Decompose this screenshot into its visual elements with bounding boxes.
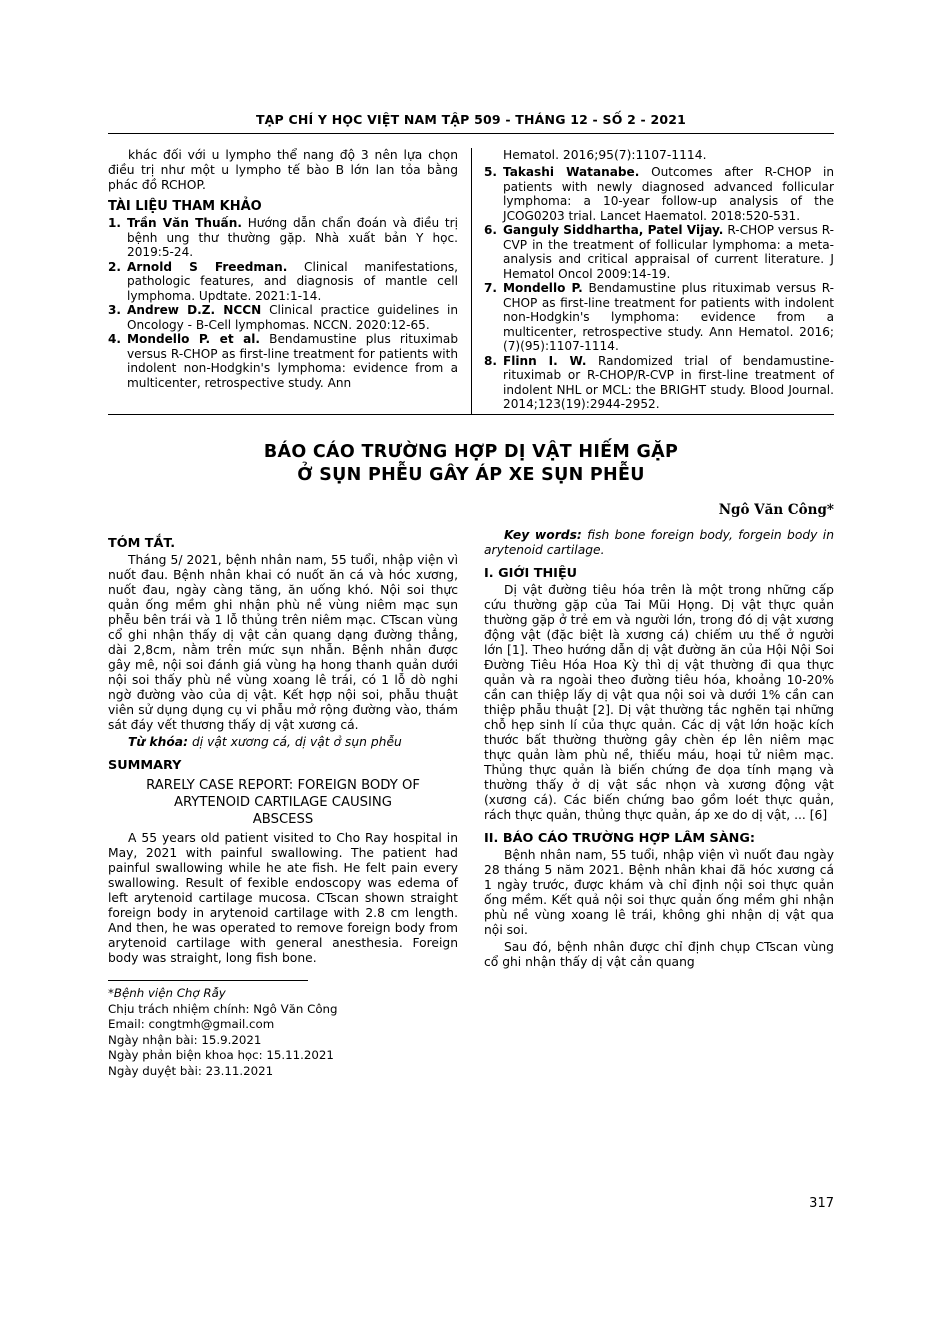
ref-text: Outcomes after R-CHOP in patients with newly diagnosed advanced follicular lymphoma: a 10-year follow-up analysis of the JCOG0203 trial. Lancet Haematol. 2018:520-531.	[503, 165, 834, 223]
ref-author: Ganguly Siddhartha, Patel Vijay.	[503, 223, 724, 237]
references-block	[108, 148, 834, 415]
ref-author: Arnold S Freedman.	[127, 259, 288, 274]
summary-heading-en: SUMMARY	[108, 757, 182, 773]
section-heading-2: II. BÁO CÁO TRƯỜNG HỢP LÂM SÀNG:	[484, 830, 756, 846]
footnote-block	[108, 986, 458, 1079]
ref-author: Flinn I. W.	[503, 353, 587, 368]
section-2-paragraph-2: Sau đó, bệnh nhân được chỉ định chụp CTscan vùng cổ ghi nhận thấy dị vật cản quang	[484, 939, 834, 969]
summary-title-line3: ABSCESS	[252, 812, 314, 828]
references-heading: TÀI LIỆU THAM KHẢO	[108, 199, 262, 214]
footnote-received-date: Ngày nhận bài: 15.9.2021	[108, 1032, 262, 1047]
ref-number: 2.	[108, 259, 122, 274]
summary-title-line2: ARYTENOID CARTILAGE CAUSING	[173, 794, 393, 810]
list-item	[108, 332, 458, 390]
abstract-heading-vi: TÓM TẮT.	[108, 535, 176, 551]
keywords-label-en: Key words:	[504, 527, 582, 542]
ref-number: 7.	[484, 281, 498, 295]
abstract-body-vi: Tháng 5/ 2021, bệnh nhân nam, 55 tuổi, nhập viện vì nuốt đau. Bệnh nhân khai có nuốt ăn cá và hóc xương, nuốt đau, ngày càng tăng, ăn uống khó. Nội soi thực quản ống mềm ghi nhận phù nề vùng niêm mạc sụn phễu bên trái và 1 lỗ thủng trên niêm mạc. CTscan vùng cổ ghi nhận thấy dị vật cản quang dạng đường thẳng, dài 2,8cm, nằm trên mức sụn nhẫn. Bệnh nhân được gây mê, nội soi đánh giá vùng hạ hong thanh quản dưới nội soi thấy phù nề vùng xoang lê trái, có 1 lỗ dò nghi ngờ đường vào của dị vật. Kết hợp nội soi, phẫu thuật viên sử dụng dụng cụ vi phẫu mở rộng đường vào, thám sát đáy vết thương thấy dị vật xương cá.	[108, 552, 458, 732]
right-column-top	[484, 148, 834, 412]
summary-title-en	[108, 777, 458, 828]
header-divider	[108, 133, 834, 134]
keywords-vi	[108, 735, 458, 750]
reference-list-left	[108, 216, 458, 390]
footnote-accepted-date: Ngày duyệt bài: 23.11.2021	[108, 1064, 274, 1079]
ref-text: Clinical practice guidelines in Oncology - B-Cell lymphomas. NCCN. 2020:12-65.	[127, 303, 458, 332]
ref-author: Mondello P.	[503, 281, 583, 295]
ref-text: R-CHOP versus R-CVP in the treatment of follicular lymphoma: a meta-analysis and critical appraisal of current literature. J Hematol Oncol 2009:14-19.	[503, 223, 834, 281]
ref-author: Trần Văn Thuấn.	[127, 216, 242, 230]
footnote-email: Email: congtmh@gmail.com	[108, 1017, 275, 1032]
footnote-divider	[108, 980, 308, 981]
article-title-line2: Ở SỤN PHỄU GÂY ÁP XE SỤN PHỄU	[297, 465, 645, 486]
reference-list-right	[484, 165, 834, 412]
author-byline: Ngô Văn Công*	[718, 501, 834, 518]
ref-author: Takashi Watanabe.	[503, 165, 640, 179]
keywords-value-vi: dị vật xương cá, dị vật ở sụn phễu	[188, 734, 402, 749]
section-heading-1: I. GIỚI THIỆU	[484, 565, 578, 581]
left-column-top	[108, 148, 458, 390]
list-item	[484, 223, 834, 281]
article-title-line1: BÁO CÁO TRƯỜNG HỢP DỊ VẬT HIẾM GẶP	[263, 441, 679, 462]
list-item	[484, 165, 834, 223]
footnote-affiliation: *Bệnh viện Chợ Rẫy	[108, 986, 226, 1001]
continued-paragraph: khác đối với u lympho thể nang độ 3 nên lựa chọn điều trị như một u lympho tế bào B lớn lan tỏa bằng phác đồ RCHOP.	[108, 148, 458, 192]
footnote-review-date: Ngày phản biện khoa học: 15.11.2021	[108, 1048, 334, 1063]
ref-text: Bendamustine plus rituximab versus R-CHOP as first-line treatment for patients with indolent non-Hodgkin's lymphoma: evidence from a multicenter, retrospective study. Ann	[127, 332, 458, 390]
list-item	[484, 281, 834, 354]
ref-author: Andrew D.Z. NCCN	[127, 303, 262, 317]
keywords-value-en: fish bone foreign body, forgein body in arytenoid cartilage.	[484, 527, 834, 557]
list-item	[108, 216, 458, 260]
summary-title-line1: RARELY CASE REPORT: FOREIGN BODY OF	[146, 777, 420, 793]
left-column-main	[108, 528, 458, 1080]
summary-body-en: A 55 years old patient visited to Cho Ray hospital in May, 2021 with painful swallowing. The patient had painful swallowing while he ate fish. He felt pain every swallowing. Result of fexible endoscopy was edema of left arytenoid cartilage mucosa. CTscan shown straight foreign body in arytenoid cartilage with 2.8 cm length. And then, he was operated to remove foreign body from arytenoid cartilage with general anesthesia. Foreign body was straight, long fish bone.	[108, 831, 458, 966]
list-item	[108, 303, 458, 332]
ref-number: 6.	[484, 223, 498, 237]
ref-number: 1.	[108, 216, 122, 230]
column-divider	[471, 148, 472, 415]
continued-reference: Hematol. 2016;95(7):1107-1114.	[503, 148, 707, 162]
page-title	[108, 441, 834, 488]
keywords-label-vi: Từ khóa:	[128, 734, 189, 749]
footnote-responsible: Chịu trách nhiệm chính: Ngô Văn Công	[108, 1001, 338, 1016]
ref-number: 8.	[484, 353, 498, 368]
page-content	[108, 148, 834, 1080]
ref-text: Randomized trial of bendamustine-rituximab or R-CHOP/R-CVP in first-line treatment of indolent NHL or MCL: the BRIGHT study. Blood Journal. 2014;123(19):2944-2952.	[503, 353, 834, 411]
ref-number: 3.	[108, 303, 122, 317]
keywords-en	[484, 528, 834, 558]
list-item	[484, 354, 834, 412]
section-2-paragraph-1: Bệnh nhân nam, 55 tuổi, nhập viện vì nuốt đau ngày 28 tháng 5 năm 2021. Bệnh nhân khai đã hóc xương cá 1 ngày trước, được khám và chỉ định nội soi thực quản ống mềm. Kết quả nội soi thực quản ống mềm ghi nhận phù nề vùng xoang lê trái, không ghi nhận dị vật qua nội soi.	[484, 847, 834, 937]
right-column-main	[484, 528, 834, 972]
ref-author: Mondello P. et al.	[127, 332, 261, 346]
running-head: TẠP CHÍ Y HỌC VIỆT NAM TẬP 509 - THÁNG 12 - SỐ 2 - 2021	[255, 112, 687, 127]
ref-text: Bendamustine plus rituximab versus R-CHOP as first-line treatment for patients with indolent non-Hodgkin's lymphoma: evidence from a multicenter, retrospective study. Ann Hematol. 2016;(7)(95):1107-1114.	[503, 281, 835, 353]
ref-number: 4.	[108, 332, 122, 346]
ref-number: 5.	[484, 165, 498, 179]
article-body	[108, 528, 834, 1080]
ref-text: Hướng dẫn chẩn đoán và điều trị bệnh ung thư thường gặp. Nhà xuất bản Y học. 2019:5-24.	[127, 216, 458, 259]
list-item	[108, 260, 458, 304]
ref-text: Clinical manifestations, pathologic features, and diagnosis of mantle cell lymphoma. Updtate. 2021:1-14.	[127, 259, 459, 303]
section-1-body: Dị vật đường tiêu hóa trên là một trong những cấp cứu thường gặp của Tai Mũi Họng. Dị vật thực quản thường gặp ở trẻ em và người lớn, trong đó dị vật xương động vật (đặc biệt là xương cá) chiếm ưu thế ở người lớn [1]. Theo hướng dẫn dị vật đường ăn của Hội Nội Soi Đường Tiêu Hóa Hoa Kỳ thì dị vật thường đi qua thực quản và ra ngoài theo đường tiêu hóa, khoảng 10-20% cần can thiệp lấy dị vật qua nội soi và dưới 1% cần can thiệp phẫu thuật [2]. Dị vật thường tắc nghẽn tại những chỗ hẹp sinh lí của thực quản. Các dị vật lớn hoặc kích thước bất thường thường gây chèn ép lên niêm mạc thực quản làm phù nề, thiếu máu, hoại tử niêm mạc. Thủng thực quản là biến chứng đe dọa tính mạng và thường thấy ở dị vật sắc nhọn và xương động vật (xương cá). Các biến chứng bao gồm loét thực quản, rách thực quản, thủng thực quản, áp xe do dị vật, ... [6]	[484, 582, 834, 822]
page-number: 317	[809, 1196, 834, 1211]
